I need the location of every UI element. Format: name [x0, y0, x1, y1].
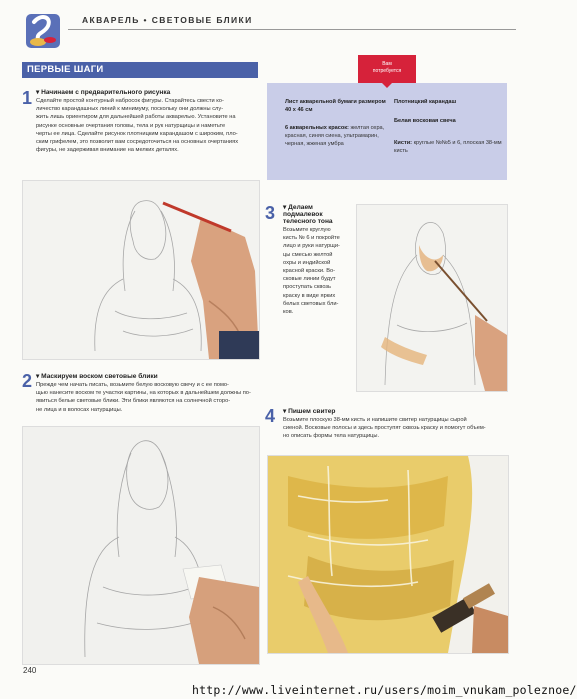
materials-item: Плотницкий карандаш	[394, 99, 457, 105]
book-logo-icon	[26, 6, 64, 50]
photo-skin-underpainting	[356, 204, 508, 392]
step-title: ▾ Начинаем с предварительного рисунка	[36, 89, 171, 96]
materials-item: Белая восковая свеча	[394, 118, 456, 124]
materials-tag-line1: Вам	[382, 61, 392, 67]
step-number: 1	[22, 88, 33, 108]
header-title: АКВАРЕЛЬ • СВЕТОВЫЕ БЛИКИ	[82, 15, 253, 25]
step-number: 4	[265, 406, 276, 426]
source-url: http://www.liveinternet.ru/users/moim_vnukam_poleznoe/	[192, 683, 577, 697]
step-number: 2	[22, 371, 33, 391]
photo-painting-sweater	[267, 455, 509, 654]
step-text: Сделайте простой контурный набросок фигуры. Старайтесь свести ко- личество карандашных линий к минимуму, поскольку они должны слу- жить лишь ориентиром для дальнейшей работы акварелью. Установите на рисунке основные очертания головы, тела и рук натурщицы и наметьте черты ее лица. Сделайте рисунок плотницким карандашом с широким, пло- ским грифелем, это позволит вам сосредоточиться на основных очертаниях фигуры, не задерживая внимание на мелких деталях.	[36, 98, 239, 154]
step-text: Возьмите плоскую 38-мм кисть и напишите свитер натурщицы сырой сиеной. Восковые полосы и здесь проступят сквозь краску и помогут объем- но описать формы тела натурщицы.	[283, 417, 486, 440]
section-title: ПЕРВЫЕ ШАГИ	[27, 64, 104, 75]
step-text: Возьмите круглую кисть № 6 и покройте лицо и руки натурщи- цы смесью желтой охры и индийской красной краски. Во- сковые линии будут проступать сквозь краску в виде ярких белых световых бли- ков.	[283, 227, 340, 316]
step-number: 3	[265, 203, 276, 223]
header-divider	[68, 29, 516, 30]
photo-wax-masking	[22, 426, 260, 665]
materials-item: Кисти: круглые №№5 и 6, плоская 38-мм кисть	[394, 140, 502, 154]
materials-item: 6 акварельных красок: желтая охра, красная, синяя сиена, ультрамарин, черная, жженая умбра	[285, 125, 385, 147]
step-title: ▾ Делаем подмалевок телесного тона	[283, 204, 333, 225]
materials-item: Лист акварельной бумаги размером 40 х 46 см	[285, 99, 386, 113]
materials-tag-line2: потребуется	[372, 68, 402, 74]
materials-tag	[358, 55, 416, 83]
step-title: ▾ Маскируем воском световые блики	[36, 373, 158, 380]
photo-pencil-sketch	[22, 180, 260, 360]
page-number: 240	[23, 666, 37, 675]
step-title: ▾ Пишем свитер	[283, 408, 336, 415]
step-text: Прежде чем начать писать, возьмите белую восковую свечу и с ее помо- щью нанесите воском те участки картины, на которых в дальнейшем должны по- явиться белые световые блики. Эти блики являются на солнечной сторо- не лица и в волосах натурщицы.	[36, 382, 251, 413]
